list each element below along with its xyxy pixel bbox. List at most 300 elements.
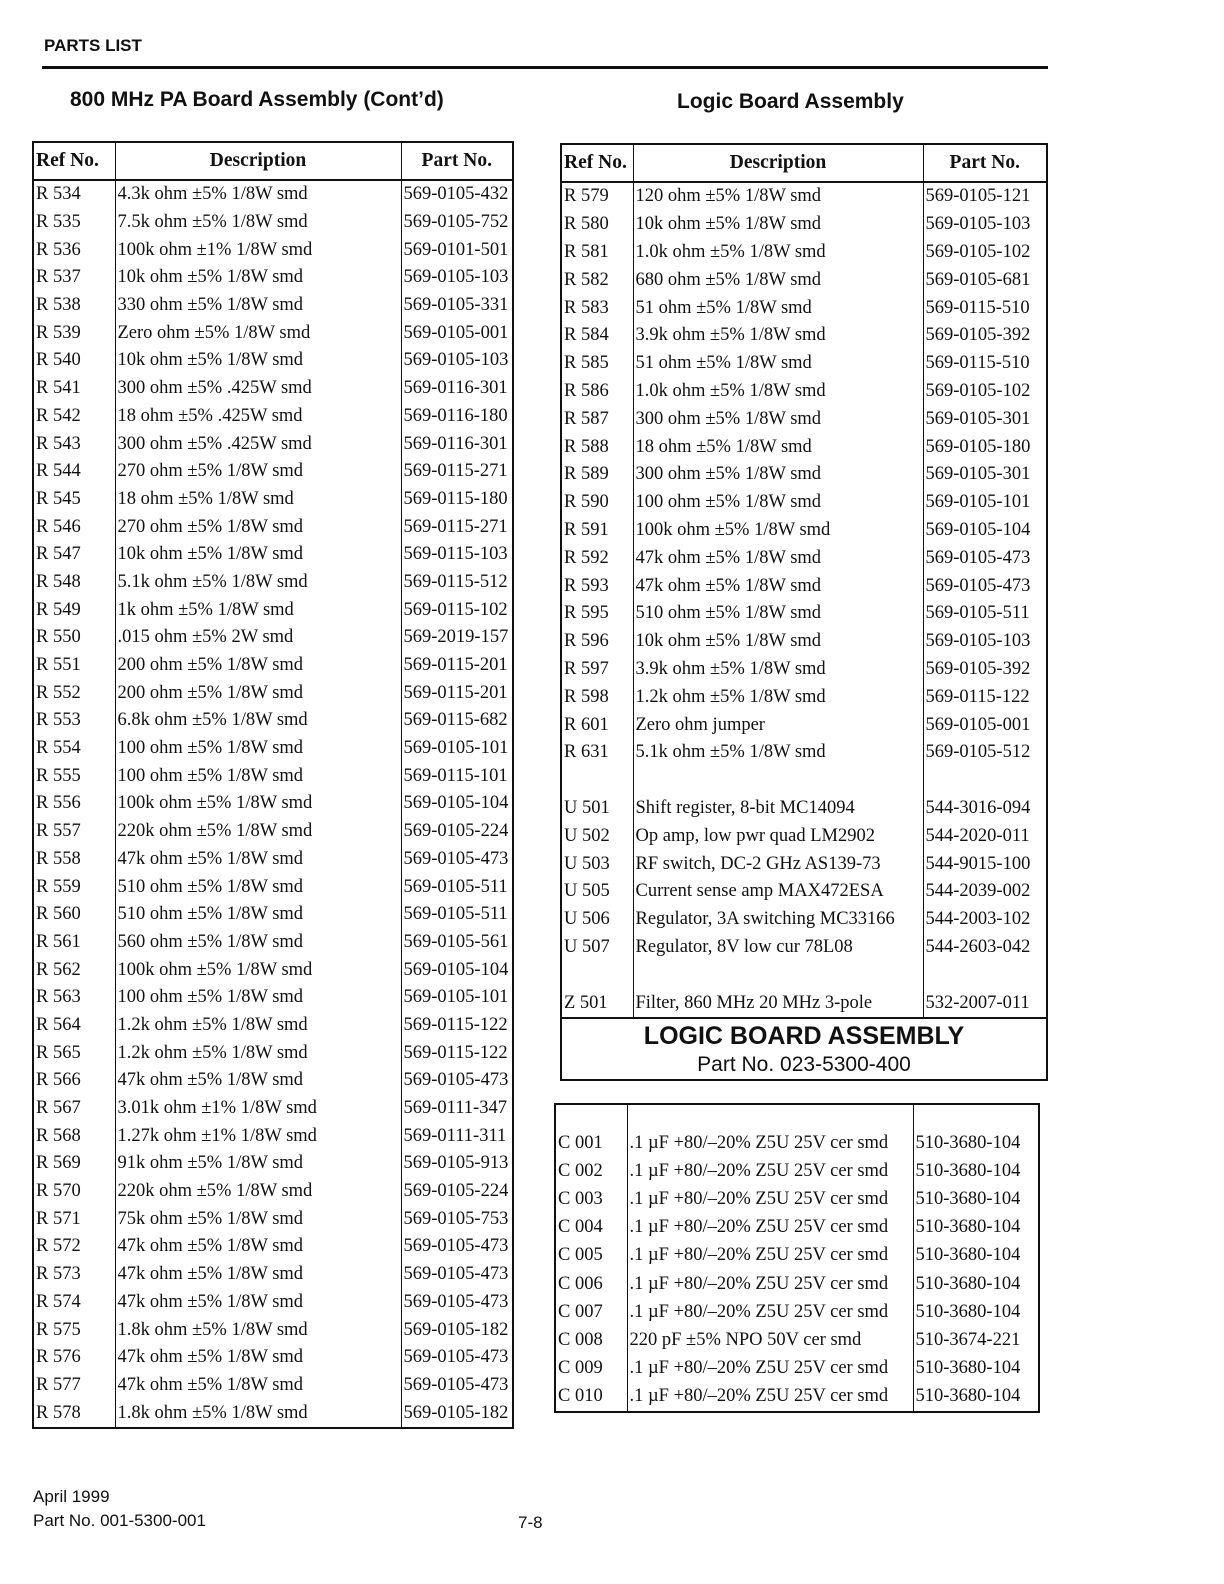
table-row [33, 1095, 513, 1123]
part-no-cell: 569-0105-102 [923, 378, 1047, 406]
ref-no-cell: R 537 [33, 264, 115, 292]
description-cell: 47k ohm ±5% 1/8W smd [115, 1233, 401, 1261]
footer-part-number: Part No. 001-5300-001 [33, 1511, 206, 1530]
part-no-cell: 569-0105-104 [401, 790, 513, 818]
description-cell: 47k ohm ±5% 1/8W smd [633, 544, 923, 572]
table-row [561, 711, 1047, 739]
ref-no-cell: U 501 [561, 795, 633, 823]
ref-no-cell: R 592 [561, 544, 633, 572]
part-no-cell: 569-0105-512 [923, 739, 1047, 767]
description-cell: 100 ohm ±5% 1/8W smd [115, 984, 401, 1012]
part-no-cell: 569-0116-180 [401, 403, 513, 431]
ref-no-cell: R 578 [33, 1399, 115, 1428]
part-no-cell: 569-0115-682 [401, 707, 513, 735]
ref-no-cell: R 597 [561, 656, 633, 684]
description-cell: 270 ohm ±5% 1/8W smd [115, 513, 401, 541]
ref-no-cell: R 595 [561, 600, 633, 628]
ref-no-cell: C 005 [555, 1242, 627, 1270]
description-cell [633, 961, 923, 989]
ref-no-cell: R 550 [33, 624, 115, 652]
table-row [561, 878, 1047, 906]
table-row [33, 707, 513, 735]
part-no-cell: 569-0105-473 [401, 1289, 513, 1317]
ref-no-cell: R 596 [561, 628, 633, 656]
description-cell: Shift register, 8-bit MC14094 [633, 795, 923, 823]
ref-no-cell: R 536 [33, 236, 115, 264]
table-row [33, 513, 513, 541]
ref-no-cell: R 552 [33, 679, 115, 707]
ref-no-cell: R 545 [33, 486, 115, 514]
part-no-cell: 510-3680-104 [913, 1129, 1039, 1157]
description-cell: 100k ohm ±5% 1/8W smd [115, 956, 401, 984]
ref-no-cell: R 547 [33, 541, 115, 569]
ref-no-cell: R 535 [33, 209, 115, 237]
ref-no-cell: R 539 [33, 319, 115, 347]
ref-no-cell: R 564 [33, 1012, 115, 1040]
table-row [33, 762, 513, 790]
table-header-row [33, 142, 513, 180]
table-row [33, 1122, 513, 1150]
description-cell: 47k ohm ±5% 1/8W smd [115, 1344, 401, 1372]
ref-no-cell: R 554 [33, 735, 115, 763]
table-row [33, 569, 513, 597]
table-row [555, 1298, 1039, 1326]
ref-no-cell: R 585 [561, 350, 633, 378]
description-cell: 10k ohm ±5% 1/8W smd [633, 628, 923, 656]
description-cell: 1.8k ohm ±5% 1/8W smd [115, 1316, 401, 1344]
part-no-cell: 569-0115-510 [923, 294, 1047, 322]
part-no-cell: 569-0116-301 [401, 430, 513, 458]
part-no-cell: 569-0105-101 [401, 735, 513, 763]
ref-no-cell: Z 501 [561, 989, 633, 1018]
description-cell: 47k ohm ±5% 1/8W smd [115, 1372, 401, 1400]
part-no-cell: 569-0105-103 [923, 628, 1047, 656]
ref-no-cell [561, 961, 633, 989]
table-row [561, 822, 1047, 850]
table-row [33, 1261, 513, 1289]
description-cell: .1 µF +80/–20% Z5U 25V cer smd [627, 1157, 913, 1185]
ref-no-cell: R 583 [561, 294, 633, 322]
ref-no-cell: R 565 [33, 1039, 115, 1067]
description-cell: 10k ohm ±5% 1/8W smd [115, 347, 401, 375]
description-cell: 10k ohm ±5% 1/8W smd [633, 211, 923, 239]
table-row [561, 405, 1047, 433]
part-no-cell: 569-0105-182 [401, 1399, 513, 1428]
description-cell: 18 ohm ±5% 1/8W smd [633, 433, 923, 461]
table-row [33, 790, 513, 818]
description-cell: Regulator, 3A switching MC33166 [633, 906, 923, 934]
part-no-cell: 510-3674-221 [913, 1326, 1039, 1354]
description-cell: 510 ohm ±5% 1/8W smd [633, 600, 923, 628]
description-cell: Current sense amp MAX472ESA [633, 878, 923, 906]
assembly-part-number: Part No. 023-5300-400 [697, 1052, 911, 1076]
description-cell: 1.27k ohm ±1% 1/8W smd [115, 1122, 401, 1150]
ref-no-cell: R 555 [33, 762, 115, 790]
part-no-cell: 569-0105-331 [401, 292, 513, 320]
part-no-cell: 569-0116-301 [401, 375, 513, 403]
part-no-cell: 544-2020-011 [923, 822, 1047, 850]
table-row [555, 1214, 1039, 1242]
ref-no-cell: R 534 [33, 180, 115, 209]
part-no-cell: 510-3680-104 [913, 1355, 1039, 1383]
table-row [33, 1150, 513, 1178]
table-row [555, 1129, 1039, 1157]
description-cell: 560 ohm ±5% 1/8W smd [115, 929, 401, 957]
part-no-cell: 569-0105-224 [401, 818, 513, 846]
description-cell: 300 ohm ±5% .425W smd [115, 430, 401, 458]
table-row [33, 818, 513, 846]
table-row [33, 1372, 513, 1400]
ref-no-cell: R 574 [33, 1289, 115, 1317]
table-row [33, 458, 513, 486]
description-cell: 18 ohm ±5% .425W smd [115, 403, 401, 431]
logic-board-parts-table [560, 143, 1048, 1081]
description-cell: 680 ohm ±5% 1/8W smd [633, 266, 923, 294]
table-row [33, 292, 513, 320]
ref-no-cell: R 568 [33, 1122, 115, 1150]
table-row [555, 1157, 1039, 1185]
part-no-cell: 510-3680-104 [913, 1298, 1039, 1326]
description-cell: 47k ohm ±5% 1/8W smd [115, 1289, 401, 1317]
description-header: Description [115, 142, 401, 180]
table-row [33, 984, 513, 1012]
description-cell: 1.2k ohm ±5% 1/8W smd [115, 1039, 401, 1067]
ref-no-cell: R 571 [33, 1205, 115, 1233]
table-row [33, 679, 513, 707]
table-row [33, 1012, 513, 1040]
ref-no-cell: R 587 [561, 405, 633, 433]
table-row [561, 322, 1047, 350]
logic-board-capacitor-table [554, 1103, 1040, 1413]
description-cell: 510 ohm ±5% 1/8W smd [115, 901, 401, 929]
ref-no-cell: R 556 [33, 790, 115, 818]
ref-no-cell: R 579 [561, 182, 633, 211]
table-row [561, 350, 1047, 378]
ref-no-cell: R 580 [561, 211, 633, 239]
table-row [33, 846, 513, 874]
part-no-cell: 569-0115-271 [401, 513, 513, 541]
table-row [555, 1270, 1039, 1298]
description-cell: .015 ohm ±5% 2W smd [115, 624, 401, 652]
part-no-cell: 569-0105-001 [923, 711, 1047, 739]
part-no-cell: 544-9015-100 [923, 850, 1047, 878]
description-cell: 200 ohm ±5% 1/8W smd [115, 652, 401, 680]
part-no-cell: 569-0105-473 [401, 1261, 513, 1289]
part-no-header: Part No. [401, 142, 513, 180]
description-cell: 100k ohm ±5% 1/8W smd [115, 790, 401, 818]
part-no-cell: 569-0105-913 [401, 1150, 513, 1178]
description-cell: .1 µF +80/–20% Z5U 25V cer smd [627, 1270, 913, 1298]
table-row [33, 1233, 513, 1261]
part-no-cell: 569-0115-122 [923, 683, 1047, 711]
part-no-cell: 532-2007-011 [923, 989, 1047, 1018]
description-cell: 4.3k ohm ±5% 1/8W smd [115, 180, 401, 209]
description-cell: 51 ohm ±5% 1/8W smd [633, 350, 923, 378]
description-cell: 510 ohm ±5% 1/8W smd [115, 873, 401, 901]
description-cell: 1.0k ohm ±5% 1/8W smd [633, 239, 923, 267]
ref-no-cell: R 584 [561, 322, 633, 350]
table-row [33, 403, 513, 431]
table-row [561, 544, 1047, 572]
ref-no-cell: R 549 [33, 596, 115, 624]
table-row [561, 294, 1047, 322]
part-no-cell: 569-0105-103 [401, 347, 513, 375]
ref-no-cell: C 009 [555, 1355, 627, 1383]
ref-no-cell: R 588 [561, 433, 633, 461]
table-row [561, 517, 1047, 545]
assembly-banner [561, 1018, 1047, 1080]
part-no-cell: 544-2603-042 [923, 934, 1047, 962]
description-cell: 10k ohm ±5% 1/8W smd [115, 264, 401, 292]
table-row [33, 956, 513, 984]
description-cell: 220k ohm ±5% 1/8W smd [115, 818, 401, 846]
ref-no-cell: R 601 [561, 711, 633, 739]
part-no-cell: 569-0105-392 [923, 656, 1047, 684]
table-row [555, 1326, 1039, 1354]
part-no-cell: 569-0105-182 [401, 1316, 513, 1344]
description-cell: 18 ohm ±5% 1/8W smd [115, 486, 401, 514]
part-no-cell: 569-0115-271 [401, 458, 513, 486]
part-no-cell: 569-0115-201 [401, 679, 513, 707]
ref-no-cell: R 582 [561, 266, 633, 294]
part-no-cell: 569-0105-473 [401, 1233, 513, 1261]
ref-no-cell: R 590 [561, 489, 633, 517]
part-no-cell: 569-0105-473 [401, 1067, 513, 1095]
ref-no-cell: R 543 [33, 430, 115, 458]
table-row [33, 264, 513, 292]
part-no-cell: 569-0105-392 [923, 322, 1047, 350]
description-cell: 300 ohm ±5% 1/8W smd [633, 405, 923, 433]
table-row [561, 850, 1047, 878]
part-no-cell: 544-2003-102 [923, 906, 1047, 934]
table-row [561, 628, 1047, 656]
table-row [561, 600, 1047, 628]
description-cell: 1.2k ohm ±5% 1/8W smd [115, 1012, 401, 1040]
table-row [561, 683, 1047, 711]
part-no-cell: 569-0105-473 [923, 572, 1047, 600]
part-no-cell [923, 767, 1047, 795]
part-no-cell: 569-0105-301 [923, 405, 1047, 433]
ref-no-cell: R 553 [33, 707, 115, 735]
table-row [561, 211, 1047, 239]
table-row [33, 596, 513, 624]
part-no-cell: 569-0105-301 [923, 461, 1047, 489]
description-cell: 120 ohm ±5% 1/8W smd [633, 182, 923, 211]
ref-no-cell: R 563 [33, 984, 115, 1012]
description-cell: Regulator, 8V low cur 78L08 [633, 934, 923, 962]
description-cell: 47k ohm ±5% 1/8W smd [633, 572, 923, 600]
description-cell: .1 µF +80/–20% Z5U 25V cer smd [627, 1298, 913, 1326]
description-cell: 100 ohm ±5% 1/8W smd [115, 735, 401, 763]
table-row [33, 1205, 513, 1233]
description-cell: 91k ohm ±5% 1/8W smd [115, 1150, 401, 1178]
description-cell: 1.2k ohm ±5% 1/8W smd [633, 683, 923, 711]
description-cell: 47k ohm ±5% 1/8W smd [115, 846, 401, 874]
part-no-cell: 569-0105-001 [401, 319, 513, 347]
table-row [555, 1242, 1039, 1270]
table-row [33, 929, 513, 957]
part-no-cell: 510-3680-104 [913, 1270, 1039, 1298]
spacer-row [555, 1104, 1039, 1129]
part-no-cell: 569-0101-501 [401, 236, 513, 264]
part-no-cell: 569-0105-121 [923, 182, 1047, 211]
description-cell: 47k ohm ±5% 1/8W smd [115, 1261, 401, 1289]
ref-no-cell: C 006 [555, 1270, 627, 1298]
table-row [561, 378, 1047, 406]
ref-no-cell: R 562 [33, 956, 115, 984]
table-row [33, 319, 513, 347]
table-row [561, 656, 1047, 684]
ref-no-cell: R 538 [33, 292, 115, 320]
part-no-cell: 544-3016-094 [923, 795, 1047, 823]
table-row [33, 486, 513, 514]
ref-no-cell: U 502 [561, 822, 633, 850]
description-cell: 220k ohm ±5% 1/8W smd [115, 1178, 401, 1206]
table-row [561, 795, 1047, 823]
ref-no-cell: R 631 [561, 739, 633, 767]
part-no-cell: 569-0105-104 [923, 517, 1047, 545]
part-no-cell: 569-0105-432 [401, 180, 513, 209]
ref-no-cell: U 503 [561, 850, 633, 878]
part-no-cell: 569-0105-224 [401, 1178, 513, 1206]
table-header-row [561, 144, 1047, 182]
description-cell: 3.9k ohm ±5% 1/8W smd [633, 322, 923, 350]
description-cell: 75k ohm ±5% 1/8W smd [115, 1205, 401, 1233]
ref-no-cell: R 566 [33, 1067, 115, 1095]
header-divider [42, 66, 1048, 69]
table-row [561, 989, 1047, 1018]
part-no-cell: 569-0105-473 [401, 1372, 513, 1400]
part-no-cell: 569-0105-473 [923, 544, 1047, 572]
ref-no-cell: R 573 [33, 1261, 115, 1289]
description-cell: Zero ohm ±5% 1/8W smd [115, 319, 401, 347]
footer-date: April 1999 [33, 1487, 110, 1506]
ref-no-cell: C 001 [555, 1129, 627, 1157]
part-no-cell: 569-0115-122 [401, 1039, 513, 1067]
description-cell: 47k ohm ±5% 1/8W smd [115, 1067, 401, 1095]
ref-no-cell: R 548 [33, 569, 115, 597]
logic-board-title: Logic Board Assembly [677, 90, 904, 113]
part-no-cell: 569-0105-473 [401, 846, 513, 874]
part-no-cell: 569-0105-753 [401, 1205, 513, 1233]
ref-no-cell: U 507 [561, 934, 633, 962]
description-cell: .1 µF +80/–20% Z5U 25V cer smd [627, 1214, 913, 1242]
part-no-cell: 569-0115-103 [401, 541, 513, 569]
ref-no-cell: R 546 [33, 513, 115, 541]
ref-no-cell: C 007 [555, 1298, 627, 1326]
table-row [33, 430, 513, 458]
description-cell: 3.01k ohm ±1% 1/8W smd [115, 1095, 401, 1123]
table-row [33, 624, 513, 652]
part-no-cell: 510-3680-104 [913, 1185, 1039, 1213]
table-row [33, 180, 513, 209]
ref-no-cell: C 004 [555, 1214, 627, 1242]
description-cell: Op amp, low pwr quad LM2902 [633, 822, 923, 850]
table-row [33, 1316, 513, 1344]
ref-no-cell: C 008 [555, 1326, 627, 1354]
part-no-cell: 569-0105-101 [923, 489, 1047, 517]
table-row [561, 572, 1047, 600]
table-row [33, 735, 513, 763]
part-no-cell: 569-0105-511 [401, 873, 513, 901]
table-row [561, 906, 1047, 934]
table-row [561, 433, 1047, 461]
ref-no-cell: R 569 [33, 1150, 115, 1178]
part-no-cell [923, 961, 1047, 989]
table-row [561, 739, 1047, 767]
description-cell: 300 ohm ±5% 1/8W smd [633, 461, 923, 489]
table-row [33, 236, 513, 264]
table-row [561, 934, 1047, 962]
description-cell [633, 767, 923, 795]
description-cell: 5.1k ohm ±5% 1/8W smd [115, 569, 401, 597]
description-cell: 3.9k ohm ±5% 1/8W smd [633, 656, 923, 684]
ref-no-cell: R 567 [33, 1095, 115, 1123]
part-no-cell: 569-2019-157 [401, 624, 513, 652]
ref-no-cell: R 572 [33, 1233, 115, 1261]
ref-no-header: Ref No. [33, 142, 115, 180]
part-no-cell: 569-0105-104 [401, 956, 513, 984]
description-cell: .1 µF +80/–20% Z5U 25V cer smd [627, 1355, 913, 1383]
ref-no-cell [561, 767, 633, 795]
description-cell: 1k ohm ±5% 1/8W smd [115, 596, 401, 624]
table-row [561, 489, 1047, 517]
ref-no-cell: U 506 [561, 906, 633, 934]
table-row [33, 209, 513, 237]
table-row [561, 239, 1047, 267]
table-row [33, 1289, 513, 1317]
table-row [33, 1399, 513, 1428]
table-row [33, 1039, 513, 1067]
part-no-cell: 569-0105-561 [401, 929, 513, 957]
ref-no-cell: R 576 [33, 1344, 115, 1372]
ref-no-cell: R 560 [33, 901, 115, 929]
pa-board-title: 800 MHz PA Board Assembly (Cont’d) [70, 88, 444, 111]
part-no-cell: 569-0105-180 [923, 433, 1047, 461]
description-cell: 200 ohm ±5% 1/8W smd [115, 679, 401, 707]
part-no-cell: 569-0111-347 [401, 1095, 513, 1123]
part-no-cell: 569-0115-101 [401, 762, 513, 790]
pa-board-parts-table [32, 141, 514, 1429]
description-cell: 270 ohm ±5% 1/8W smd [115, 458, 401, 486]
ref-no-cell: R 540 [33, 347, 115, 375]
ref-no-cell: R 577 [33, 1372, 115, 1400]
description-cell: 6.8k ohm ±5% 1/8W smd [115, 707, 401, 735]
table-row [33, 873, 513, 901]
table-row [561, 266, 1047, 294]
part-no-cell: 569-0105-511 [923, 600, 1047, 628]
table-row [33, 1178, 513, 1206]
part-no-cell: 510-3680-104 [913, 1157, 1039, 1185]
ref-no-cell: R 598 [561, 683, 633, 711]
table-row [555, 1185, 1039, 1213]
description-header: Description [633, 144, 923, 182]
description-cell: 10k ohm ±5% 1/8W smd [115, 541, 401, 569]
part-no-cell: 569-0105-102 [923, 239, 1047, 267]
description-cell: 100k ohm ±5% 1/8W smd [633, 517, 923, 545]
description-cell: 100k ohm ±1% 1/8W smd [115, 236, 401, 264]
part-no-cell: 510-3680-104 [913, 1383, 1039, 1412]
table-row [33, 652, 513, 680]
part-no-cell: 569-0115-201 [401, 652, 513, 680]
part-no-cell: 569-0105-103 [923, 211, 1047, 239]
ref-no-cell: R 570 [33, 1178, 115, 1206]
ref-no-cell: R 551 [33, 652, 115, 680]
part-no-cell: 569-0105-101 [401, 984, 513, 1012]
ref-no-cell: R 591 [561, 517, 633, 545]
ref-no-cell: U 505 [561, 878, 633, 906]
description-cell: 7.5k ohm ±5% 1/8W smd [115, 209, 401, 237]
